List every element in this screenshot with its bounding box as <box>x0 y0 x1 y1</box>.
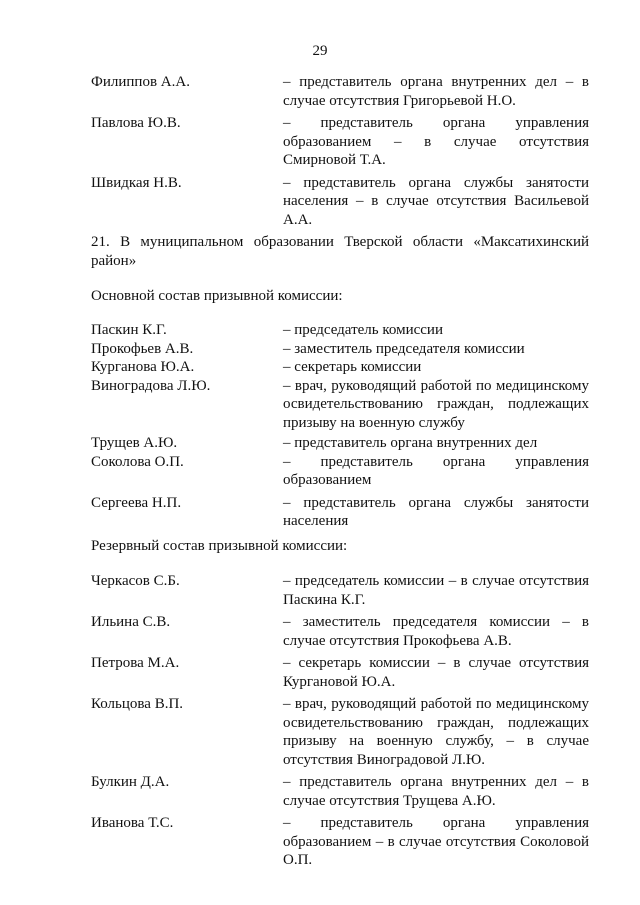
member-row <box>91 377 589 433</box>
member-row <box>91 494 589 531</box>
member-row <box>91 434 589 453</box>
member-name: Павлова Ю.В. <box>91 115 181 131</box>
member-role: – представитель органа внутренних дел <box>283 435 538 451</box>
member-row <box>91 453 589 490</box>
member-role: – заместитель председателя комиссии <box>283 340 525 357</box>
member-role: – врач, руководящий работой по медицинскому освидетельствованию граждан, подлежащих призыву на военную службу, – в случае отсутствия Виноградовой Л.Ю. <box>283 696 589 768</box>
member-name: Трущев А.Ю. <box>91 435 178 451</box>
main-composition-list <box>91 321 589 531</box>
reserve-composition-list <box>91 572 589 870</box>
member-name: Соколова О.П. <box>91 453 184 470</box>
member-row <box>91 773 589 810</box>
member-row <box>91 814 589 870</box>
member-name: Филиппов А.А. <box>91 74 190 90</box>
member-role: – председатель комиссии – в случае отсутствия Паскина К.Г. <box>283 573 589 608</box>
member-name: Сергеева Н.П. <box>91 494 182 511</box>
member-row <box>91 114 589 170</box>
member-row <box>91 340 589 359</box>
member-name: Курганова Ю.А. <box>91 359 195 375</box>
member-role: – заместитель председателя комиссии – в случае отсутствия Прокофьева А.В. <box>283 614 589 649</box>
member-row <box>91 695 589 769</box>
member-row <box>91 174 589 230</box>
member-role: – представитель органа управления образованием – в случае отсутствия Смирновой Т.А. <box>283 115 589 168</box>
member-role: – председатель комиссии <box>283 322 443 338</box>
member-name: Виноградова Л.Ю. <box>91 377 211 394</box>
member-row <box>91 73 589 110</box>
member-row <box>91 654 589 691</box>
member-role: – представитель органа управления образованием <box>283 453 589 488</box>
continued-member-list <box>91 73 589 229</box>
member-role: – секретарь комиссии <box>283 359 422 375</box>
member-name: Ильина С.В. <box>91 614 171 630</box>
member-role: – представитель органа внутренних дел – в случае отсутствия Трущева А.Ю. <box>283 774 589 809</box>
member-name: Кольцова В.П. <box>91 696 184 712</box>
section-heading: 21. В муниципальном образовании Тверской области «Максатихинский район» <box>91 234 589 269</box>
member-name: Паскин К.Г. <box>91 322 167 338</box>
member-row <box>91 321 589 340</box>
member-name: Петрова М.А. <box>91 655 180 671</box>
member-role: – представитель органа управления образованием – в случае отсутствия Соколовой О.П. <box>283 815 589 868</box>
member-role: – представитель органа внутренних дел – в случае отсутствия Григорьевой Н.О. <box>283 74 589 109</box>
main-composition-title: Основной состав призывной комиссии: <box>91 288 343 304</box>
member-name: Булкин Д.А. <box>91 774 170 790</box>
member-role: – секретарь комиссии – в случае отсутствия Кургановой Ю.А. <box>283 655 589 690</box>
member-role: – представитель органа службы занятости населения – в случае отсутствия Васильевой А.А. <box>283 174 589 228</box>
reserve-composition-title: Резервный состав призывной комиссии: <box>91 538 348 554</box>
member-name: Иванова Т.С. <box>91 815 174 831</box>
member-name: Прокофьев А.В. <box>91 340 194 357</box>
member-name: Швидкая Н.В. <box>91 174 182 191</box>
member-row <box>91 613 589 650</box>
member-role: – представитель органа службы занятости населения <box>283 494 589 529</box>
member-row <box>91 358 589 377</box>
member-role: – врач, руководящий работой по медицинскому освидетельствованию граждан, подлежащих призыву на военную службу <box>283 377 589 431</box>
member-name: Черкасов С.Б. <box>91 573 180 589</box>
page-number: 29 <box>312 43 328 59</box>
member-row <box>91 572 589 609</box>
